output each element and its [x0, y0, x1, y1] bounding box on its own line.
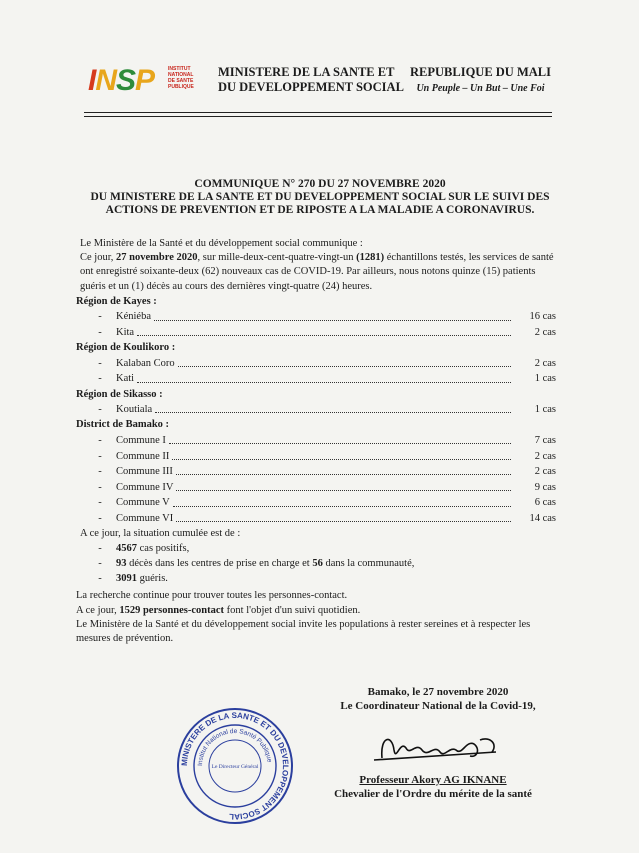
dot-leader	[137, 382, 511, 383]
locality-name: Commune VI	[116, 512, 174, 524]
locality-name: Kati	[116, 373, 135, 385]
locality-name: Koutiala	[116, 404, 153, 416]
row-bullet: -	[98, 450, 102, 462]
row-bullet: -	[98, 327, 102, 338]
locality-name: Kalaban Coro	[116, 357, 175, 369]
locality-name: Commune III	[116, 466, 173, 478]
case-row	[76, 495, 556, 511]
stamp-inner-text: Institut National de Santé Publique	[196, 727, 273, 767]
case-row	[76, 511, 556, 527]
row-bullet: -	[98, 466, 102, 478]
logo-wordmark: INSP	[88, 64, 155, 97]
region-heading: Région de Sikasso :	[76, 388, 163, 400]
case-count: 6 cas	[534, 497, 556, 509]
signatory-name: Professeur Akory AG IKNANE	[359, 774, 507, 786]
locality-name: Kita	[116, 327, 135, 338]
locality-name: Commune IV	[116, 481, 174, 493]
locality-name: Commune II	[116, 450, 170, 462]
region-heading: District de Bamako :	[76, 419, 170, 431]
signatory-role: Le Coordinateur National de la Covid-19,	[340, 700, 536, 712]
republic-block	[410, 65, 551, 94]
cumulative-item: - 3091 guéris.	[98, 573, 168, 585]
case-row	[76, 479, 556, 495]
insp-logo	[88, 58, 208, 106]
svg-text:Institut National de Santé Pub	[197, 728, 273, 766]
cumulative-item: - 4567 cas positifs,	[98, 543, 190, 555]
row-bullet: -	[98, 434, 102, 446]
dot-leader	[155, 412, 511, 413]
dot-leader	[178, 366, 511, 367]
case-count: 9 cas	[534, 481, 556, 493]
dot-leader	[176, 490, 511, 491]
case-count: 7 cas	[534, 434, 556, 446]
header-divider-2	[84, 116, 552, 117]
communique-body	[76, 237, 556, 646]
logo-subtitle: INSTITUT NATIONAL DE SANTE PUBLIQUE	[168, 66, 194, 90]
official-stamp	[175, 706, 295, 826]
stamp-outer-text: MINISTERE DE LA SANTE ET DU DEVELOPPEMENT SOCIAL	[179, 710, 291, 822]
signature-header	[318, 685, 558, 713]
dot-leader	[176, 474, 511, 475]
header-divider	[84, 112, 552, 113]
intro-line: Le Ministère de la Santé et du développement social communique :	[80, 238, 363, 249]
dot-leader	[176, 521, 511, 522]
dot-leader	[169, 443, 511, 444]
contact-search-line: La recherche continue pour trouver toutes les personnes-contact.	[76, 590, 348, 602]
contact-follow-line: A ce jour, 1529 personnes-contact font l'objet d'un suivi quotidien.	[76, 604, 361, 616]
handwritten-signature	[370, 728, 510, 768]
row-bullet: -	[98, 373, 102, 385]
case-row	[76, 309, 556, 325]
case-row	[76, 371, 556, 387]
signatory-title: Chevalier de l'Ordre du mérite de la santé	[334, 788, 532, 800]
case-row	[76, 464, 556, 480]
locality-name: Commune V	[116, 497, 170, 509]
dot-leader	[172, 459, 511, 460]
row-bullet: -	[98, 404, 102, 416]
case-count: 2 cas	[534, 357, 556, 369]
dot-leader	[154, 320, 511, 321]
dot-leader	[137, 335, 511, 336]
republic-name: REPUBLIQUE DU MALI	[410, 65, 551, 79]
place-date: Bamako, le 27 novembre 2020	[367, 686, 509, 698]
cumulative-intro: A ce jour, la situation cumulée est de :	[80, 528, 241, 540]
case-count: 2 cas	[534, 327, 556, 338]
daily-summary: Ce jour, 27 novembre 2020, sur mille-deux-cent-quatre-vingt-un (1281) échantillons testés, les services de santé ont enregistré soixante-deux (62) nouveaux cas de COVID-19. Par ailleurs, nous notons quinze (15) patients guéris et un (1) décès au cours des dernières vingt-quatre (24) heures.	[80, 252, 554, 292]
case-row	[76, 325, 556, 341]
region-heading: Région de Kayes :	[76, 295, 157, 307]
cumulative-item: - 93 décès dans les centres de prise en charge et 56 dans la communauté,	[98, 558, 415, 570]
locality-name: Kéniéba	[116, 311, 151, 323]
case-row	[76, 433, 556, 449]
invitation-paragraph: Le Ministère de la Santé et du développement social invite les populations à rester sereines et à respecter les mesures de prévention.	[76, 618, 531, 644]
case-count: 16 cas	[529, 311, 556, 323]
region-heading: Région de Koulikoro :	[76, 342, 176, 354]
row-bullet: -	[98, 497, 102, 509]
row-bullet: -	[98, 311, 102, 323]
case-row	[76, 355, 556, 371]
stamp-center-text: Le Directeur Général	[211, 764, 259, 770]
case-count: 14 cas	[529, 512, 556, 524]
row-bullet: -	[98, 357, 102, 369]
case-row	[76, 402, 556, 418]
row-bullet: -	[98, 481, 102, 493]
locality-name: Commune I	[116, 434, 166, 446]
cases-by-region	[76, 295, 556, 526]
signatory-block	[308, 773, 558, 801]
ministry-name: MINISTERE DE LA SANTE ET DU DEVELOPPEMENT SOCIAL	[218, 65, 404, 94]
case-count: 2 cas	[534, 466, 556, 478]
case-count: 1 cas	[534, 373, 556, 385]
dot-leader	[173, 506, 511, 507]
national-motto: Un Peuple – Un But – Une Foi	[416, 83, 545, 94]
communique-title: COMMUNIQUE N° 270 DU 27 NOVEMBRE 2020 DU MINISTERE DE LA SANTE ET DU DEVELOPPEMENT SOCIAL SUR LE SUIVI DES ACTIONS DE PREVENTION ET DE RIPOSTE A LA MALADIE A CORONAVIRUS.	[90, 178, 550, 216]
row-bullet: -	[98, 512, 102, 524]
case-count: 1 cas	[534, 404, 556, 416]
case-count: 2 cas	[534, 450, 556, 462]
case-row	[76, 448, 556, 464]
